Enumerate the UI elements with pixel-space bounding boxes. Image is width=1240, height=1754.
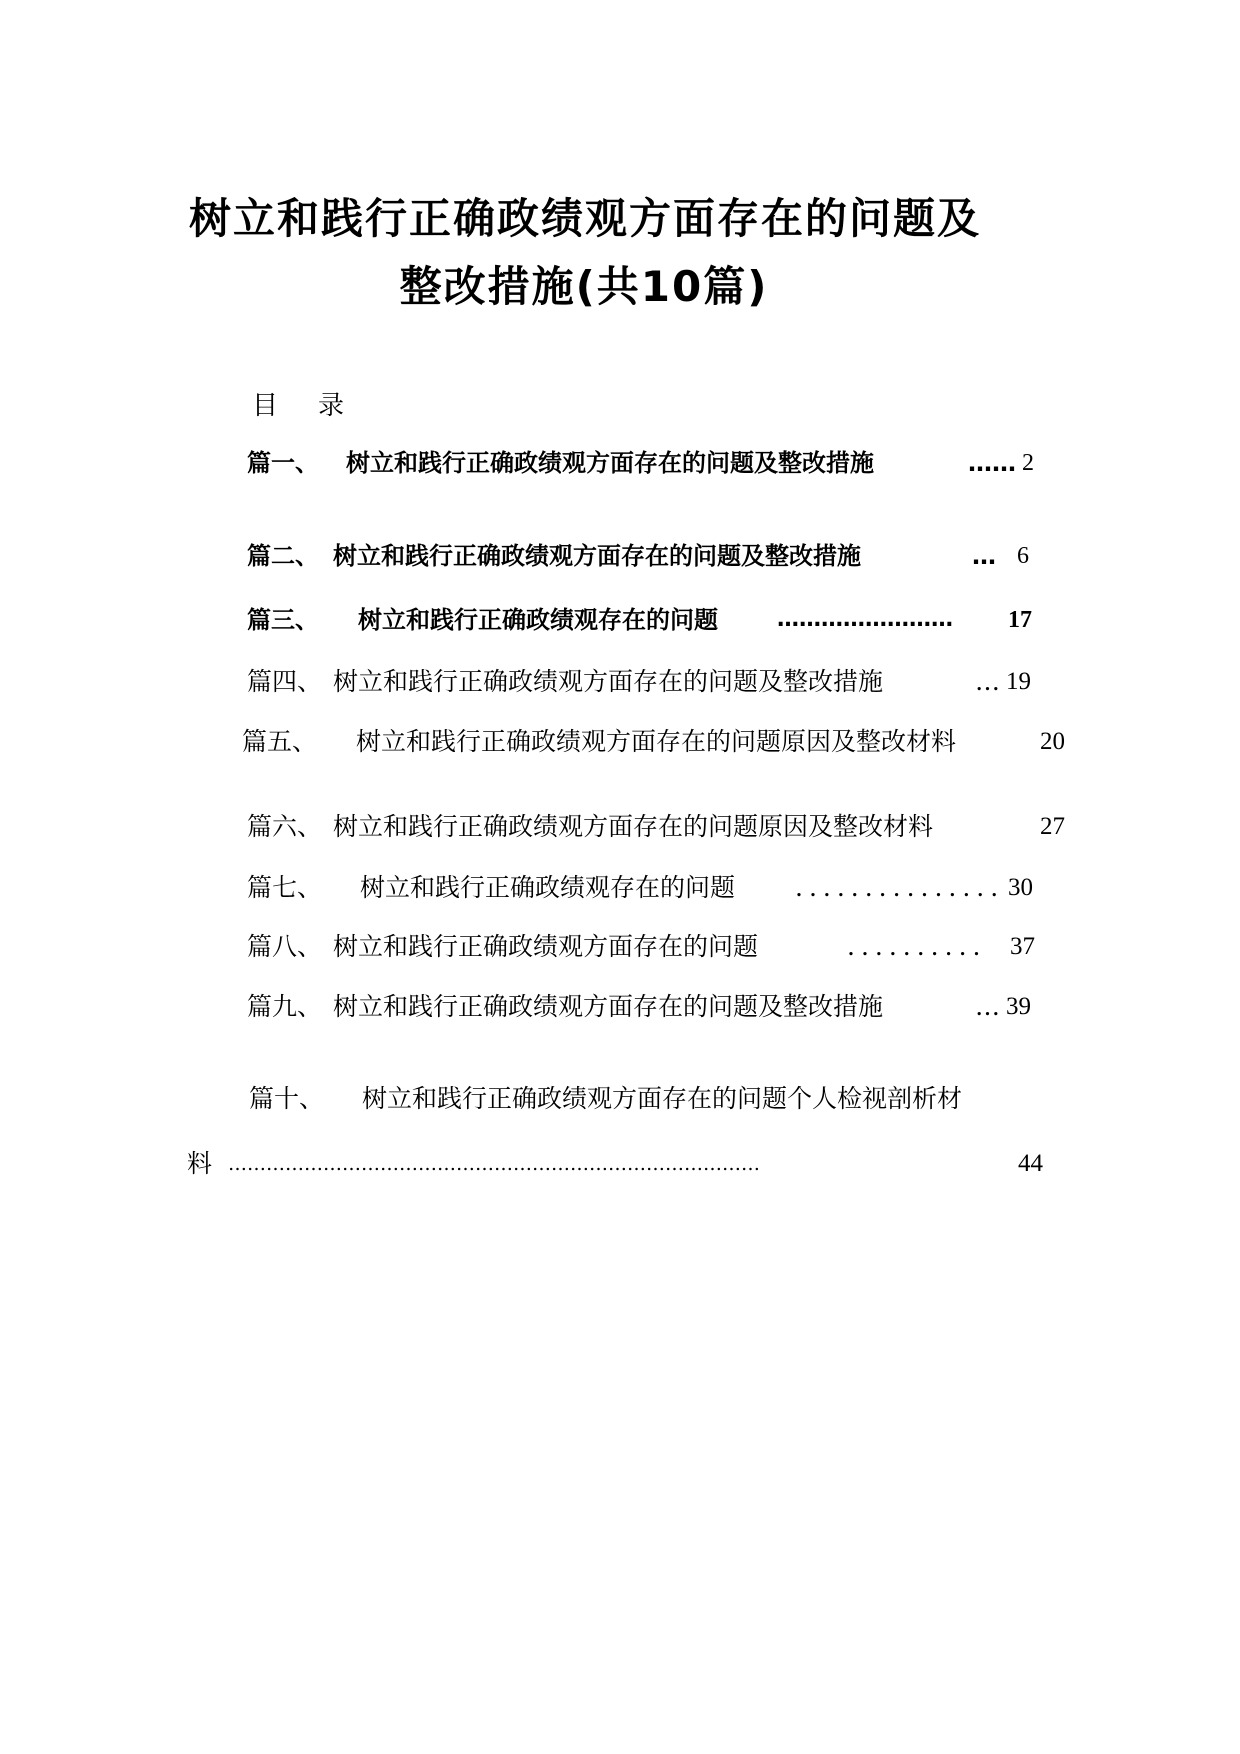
toc-entry-page: 6 bbox=[1017, 543, 1029, 569]
toc-entry-title: 树立和践行正确政绩观存在的问题 bbox=[360, 873, 736, 902]
toc-entry-leader: …… bbox=[968, 449, 1016, 477]
toc-entry-title: 树立和践行正确政绩观方面存在的问题个人检视剖析材 bbox=[362, 1084, 963, 1113]
toc-entry-label: 篇六、 bbox=[247, 812, 323, 841]
toc-entry-label: 篇一、 bbox=[247, 449, 319, 477]
toc-entry-title: 树立和践行正确政绩观方面存在的问题及整改措施 bbox=[333, 542, 861, 570]
toc-entry-leader: … bbox=[972, 542, 996, 570]
toc-heading bbox=[252, 393, 344, 419]
toc-entry-page: 39 bbox=[1006, 993, 1031, 1020]
toc-entry-page: 44 bbox=[1018, 1150, 1043, 1177]
toc-entry-page: 17 bbox=[1008, 607, 1032, 633]
toc-entry-label: 篇二、 bbox=[247, 542, 319, 570]
toc-entry-title: 树立和践行正确政绩观方面存在的问题 bbox=[333, 932, 759, 961]
toc-entry-title: 树立和践行正确政绩观方面存在的问题及整改措施 bbox=[333, 667, 884, 696]
toc-entry-leader: … bbox=[975, 667, 1000, 696]
document-title-line-2: 整改措施(共10篇) bbox=[399, 262, 769, 311]
toc-entry-label: 篇七、 bbox=[247, 873, 323, 902]
toc-entry-page: 37 bbox=[1010, 933, 1035, 960]
toc-entry-label: 篇八、 bbox=[247, 932, 323, 961]
toc-entry-title: 树立和践行正确政绩观方面存在的问题原因及整改材料 bbox=[333, 812, 934, 841]
toc-entry-label: 篇四、 bbox=[247, 667, 323, 696]
toc-entry-page: 20 bbox=[1040, 728, 1065, 755]
toc-entry-title: 树立和践行正确政绩观方面存在的问题原因及整改材料 bbox=[356, 727, 957, 756]
toc-entry-title: 树立和践行正确政绩观方面存在的问题及整改措施 bbox=[333, 992, 884, 1021]
toc-heading-char-2: 录 bbox=[318, 391, 345, 421]
document-title-line-1: 树立和践行正确政绩观方面存在的问题及 bbox=[188, 194, 981, 243]
toc-entry-title: 树立和践行正确政绩观存在的问题 bbox=[358, 606, 718, 634]
toc-entry-label: 篇九、 bbox=[247, 992, 323, 1021]
toc-entry-label: 篇三、 bbox=[247, 606, 319, 634]
toc-entry-title: 料 bbox=[187, 1149, 213, 1178]
toc-entry-leader: ............... bbox=[795, 873, 1005, 902]
toc-entry-page: 19 bbox=[1006, 668, 1031, 695]
toc-entry-page: 30 bbox=[1008, 874, 1033, 901]
toc-entry-leader: …………………… bbox=[777, 607, 953, 632]
toc-entry-leader: .......... bbox=[847, 932, 987, 961]
toc-heading-char-1: 目 bbox=[252, 391, 279, 421]
toc-entry-page: 2 bbox=[1022, 450, 1034, 476]
toc-entry-label: 篇十、 bbox=[249, 1084, 325, 1113]
toc-entry-title: 树立和践行正确政绩观方面存在的问题及整改措施 bbox=[346, 449, 874, 477]
toc-entry-leader: … bbox=[975, 992, 1000, 1021]
toc-entry-page: 27 bbox=[1040, 813, 1065, 840]
toc-entry-label: 篇五、 bbox=[242, 727, 318, 756]
toc-entry-leader: ………………………………………………………………………… bbox=[228, 1153, 760, 1175]
